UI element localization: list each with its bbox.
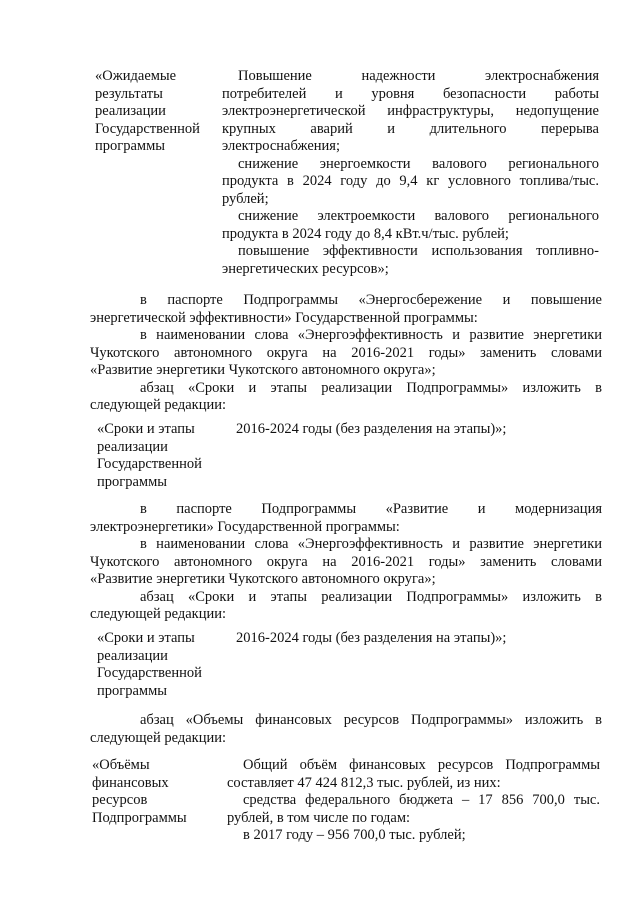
- content-line: продукта в 2024 году до 8,4 кВт.ч/тыс. рублей;: [222, 225, 509, 242]
- table-terms-1: [97, 421, 602, 496]
- content-line: энергетических ресурсов»;: [222, 260, 389, 277]
- paragraph-line: в паспорте Подпрограммы «Энергосбережение и повышение: [140, 292, 602, 308]
- row-label: [97, 421, 202, 491]
- row-content: [236, 421, 506, 439]
- label-line: «Объёмы: [92, 757, 150, 773]
- paragraph-energy-saving: [90, 292, 602, 415]
- paragraph-line: «Развитие энергетики Чукотского автономного округа»;: [90, 362, 436, 378]
- table-financial-volumes: [92, 757, 602, 852]
- label-line: программы: [97, 473, 167, 490]
- row-label: [97, 630, 202, 700]
- content-line: составляет 47 424 812,3 тыс. рублей, из них:: [227, 774, 501, 791]
- paragraph-line: абзац «Сроки и этапы реализации Подпрограммы» изложить в: [140, 588, 602, 605]
- content-line: электроэнергетической инфраструктуры, недопущение: [222, 103, 599, 119]
- content-line: продукта в 2024 году до 9,4 кг условного топлива/тыс.: [222, 173, 599, 189]
- label-line: Подпрограммы: [92, 809, 187, 826]
- content-line: в 2017 году – 956 700,0 тыс. рублей;: [243, 827, 466, 843]
- paragraph-line: следующей редакции:: [90, 606, 227, 622]
- content-line: рублей, в том числе по годам:: [227, 809, 411, 826]
- content-line: электроснабжения;: [222, 138, 340, 154]
- row-content: [236, 630, 506, 648]
- paragraph-line: электроэнергетики» Государственной программы:: [90, 518, 400, 535]
- row-content: [227, 757, 600, 845]
- label-line: реализации: [97, 647, 168, 664]
- label-line: реализации: [95, 103, 166, 119]
- paragraph-line: в паспорте Подпрограммы «Развитие и модернизация: [140, 501, 602, 517]
- paragraph-line: энергетической эффективности» Государственной программы:: [90, 309, 478, 326]
- label-line: результаты: [95, 85, 163, 102]
- paragraph-line: «Развитие энергетики Чукотского автономного округа»;: [90, 571, 436, 587]
- label-line: «Сроки и этапы: [97, 421, 195, 437]
- content-line: повышение эффективности использования топливно-: [238, 243, 599, 259]
- label-line: Государственной: [97, 456, 202, 472]
- label-line: программы: [95, 138, 165, 154]
- content-line: Общий объём финансовых ресурсов Подпрограммы: [243, 757, 600, 773]
- content-line: средства федерального бюджета – 17 856 700,0 тыс.: [243, 792, 600, 808]
- paragraph-line: Чукотского автономного округа на 2016-2021 годы» заменить словами: [90, 344, 602, 361]
- label-line: ресурсов: [92, 792, 148, 808]
- paragraph-line: следующей редакции:: [90, 397, 227, 413]
- label-line: Государственной: [97, 665, 202, 681]
- row-content: [222, 68, 599, 278]
- paragraph-line: абзац «Сроки и этапы реализации Подпрограммы» изложить в: [140, 379, 602, 396]
- label-line: «Ожидаемые: [95, 68, 177, 84]
- table-terms-2: [97, 630, 602, 705]
- content-line: рублей;: [222, 190, 269, 207]
- label-line: программы: [97, 682, 167, 699]
- paragraph-line: в наименовании слова «Энергоэффективность и развитие энергетики: [140, 327, 602, 343]
- label-line: финансовых: [92, 774, 169, 791]
- content-line: 2016-2024 годы (без разделения на этапы)»;: [236, 421, 507, 437]
- table-expected-results: [95, 68, 605, 283]
- paragraph-line: в наименовании слова «Энергоэффективность и развитие энергетики: [140, 536, 602, 552]
- row-label: [92, 757, 187, 827]
- label-line: Государственной: [95, 120, 200, 137]
- label-line: реализации: [97, 438, 168, 455]
- content-line: потребителей и уровня безопасности работы: [222, 85, 599, 102]
- paragraph-financial: [90, 712, 602, 747]
- paragraph-line: абзац «Объемы финансовых ресурсов Подпрограммы» изложить в: [140, 712, 602, 728]
- content-line: Повышение надежности электроснабжения: [238, 68, 599, 84]
- content-line: крупных аварий и длительного перерыва: [222, 120, 599, 137]
- content-line: 2016-2024 годы (без разделения на этапы)»;: [236, 630, 507, 646]
- paragraph-line: следующей редакции:: [90, 729, 227, 746]
- row-label: [95, 68, 200, 156]
- content-line: снижение электроемкости валового регионального: [238, 208, 599, 224]
- content-line: снижение энергоемкости валового регионального: [238, 155, 599, 172]
- label-line: «Сроки и этапы: [97, 630, 195, 646]
- paragraph-line: Чукотского автономного округа на 2016-2021 годы» заменить словами: [90, 553, 602, 570]
- paragraph-modernization: [90, 501, 602, 624]
